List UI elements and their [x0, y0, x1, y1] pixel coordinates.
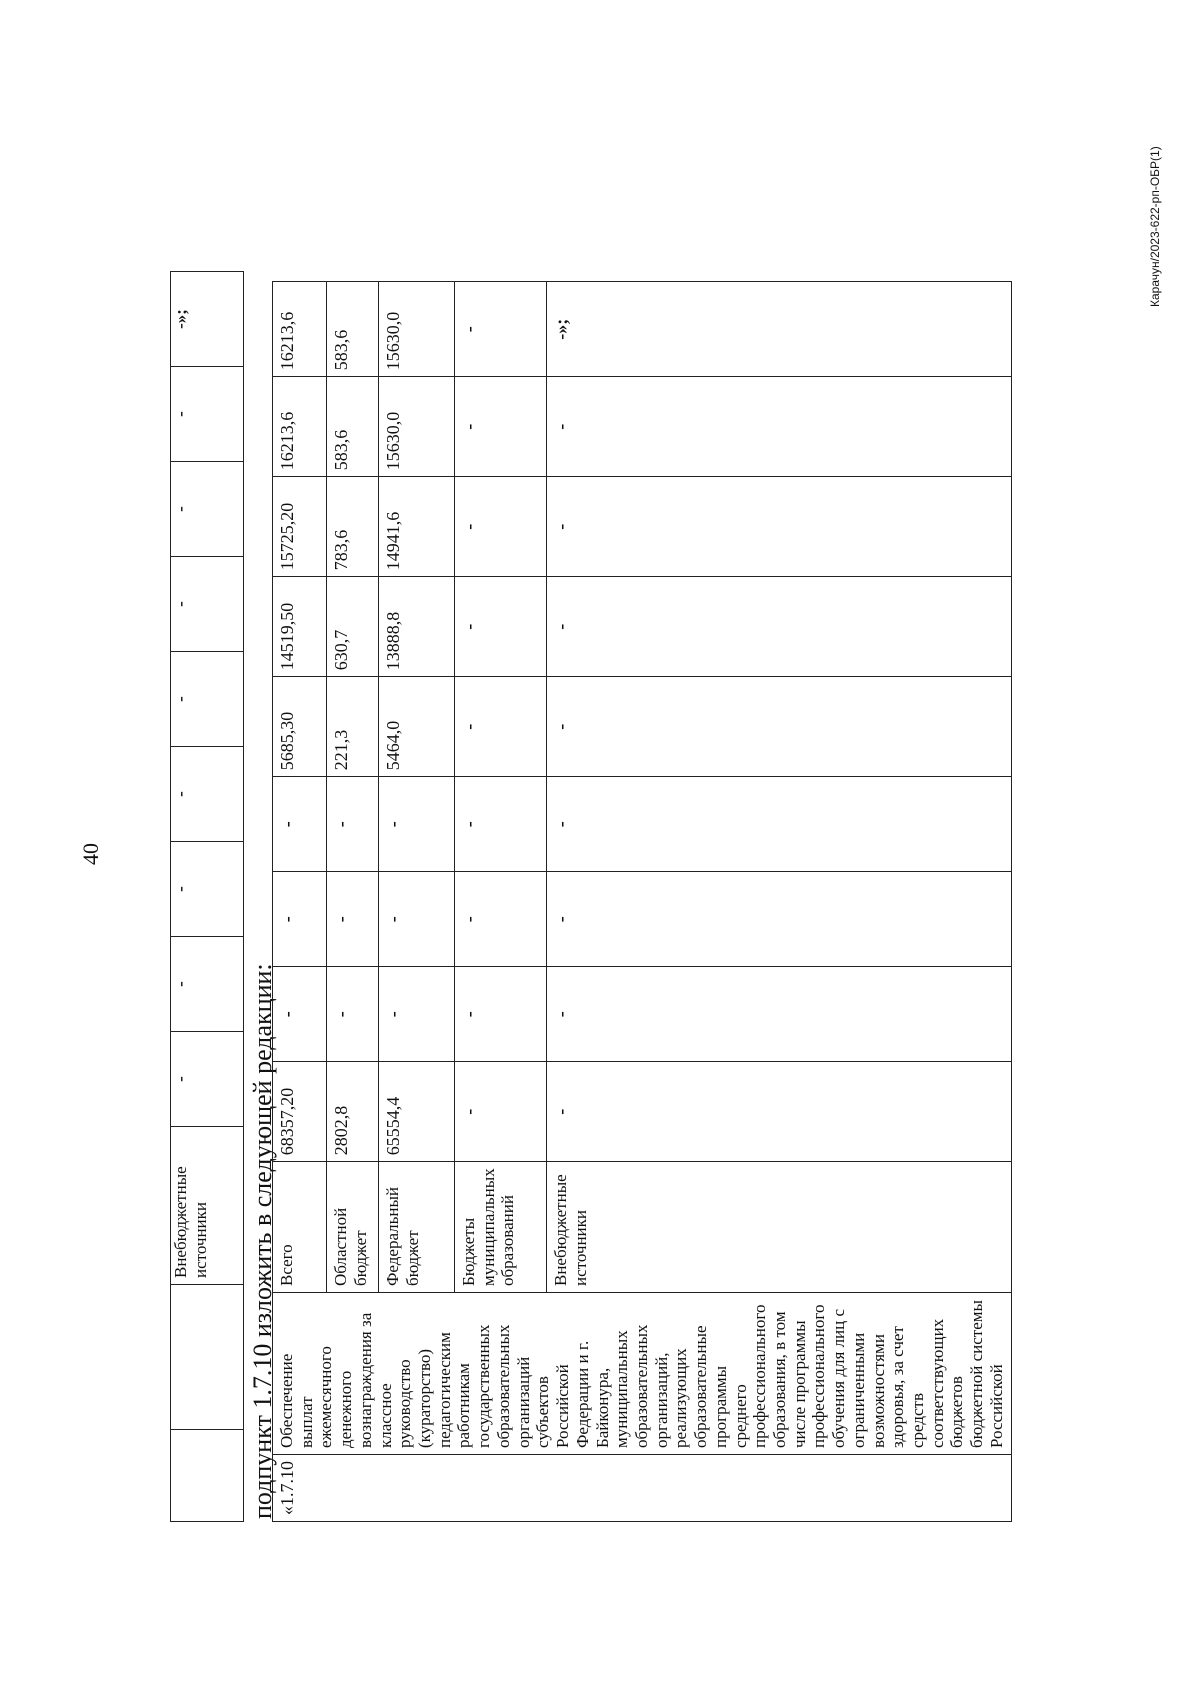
- prev-description-cell: [171, 1285, 244, 1430]
- value-cell: -: [455, 677, 547, 777]
- value-cell: -: [455, 1062, 547, 1162]
- value-cell: -: [546, 577, 1011, 677]
- value-cell: 65554,4: [379, 1062, 455, 1162]
- value-cell: 16213,6: [273, 282, 327, 377]
- item-description: Обеспечение выплат ежемесячного денежного вознаграждения за классное руководство (кураторство) педагогическим работникам государственных образовательных организаций субъектов Российской Федерации и г. Байконура, муниципальных образовательных организаций, реализующих образовательные программы среднего профессионального образования, в том числе программы профессионального обучения для лиц с ограниченными возможностями здоровья, за счет средств соответствующих бюджетов бюджетной системы Российской: [273, 1293, 1012, 1455]
- value-cell: -»;: [546, 282, 1011, 377]
- prev-value-cell: -: [171, 1032, 244, 1127]
- budget-table: [272, 281, 1012, 1522]
- section-heading: подпункт 1.7.10 изложить в следующей редакции:: [248, 963, 277, 1519]
- value-cell: 5685,30: [273, 677, 327, 777]
- value-cell: 2802,8: [327, 1062, 379, 1162]
- value-cell: -: [455, 377, 547, 477]
- value-cell: -: [455, 872, 547, 967]
- value-cell: -: [546, 477, 1011, 577]
- value-cell: 5464,0: [379, 677, 455, 777]
- value-cell: -: [379, 967, 455, 1062]
- value-cell: 15630,0: [379, 282, 455, 377]
- prev-value-cell: -: [171, 842, 244, 937]
- previous-table-row: [170, 271, 244, 1522]
- value-cell: 15630,0: [379, 377, 455, 477]
- value-cell: 583,6: [327, 282, 379, 377]
- value-cell: -: [327, 777, 379, 872]
- value-cell: 221,3: [327, 677, 379, 777]
- source-cell: Федеральный бюджет: [379, 1162, 455, 1293]
- value-cell: -: [379, 777, 455, 872]
- source-cell: Всего: [273, 1162, 327, 1293]
- value-cell: 630,7: [327, 577, 379, 677]
- value-cell: -: [546, 677, 1011, 777]
- value-cell: 783,6: [327, 477, 379, 577]
- value-cell: -: [546, 1062, 1011, 1162]
- page-number: 40: [78, 843, 103, 865]
- prev-value-cell: -: [171, 462, 244, 557]
- prev-value-cell: -: [171, 937, 244, 1032]
- value-cell: -: [273, 777, 327, 872]
- source-cell: Областной бюджет: [327, 1162, 379, 1293]
- item-code: «1.7.10: [273, 1455, 1012, 1522]
- value-cell: -: [455, 477, 547, 577]
- value-cell: 16213,6: [273, 377, 327, 477]
- prev-value-cell: -: [171, 367, 244, 462]
- value-cell: -: [379, 872, 455, 967]
- value-cell: 583,6: [327, 377, 379, 477]
- value-cell: -: [273, 872, 327, 967]
- value-cell: -: [546, 777, 1011, 872]
- value-cell: -: [455, 282, 547, 377]
- value-cell: -: [546, 967, 1011, 1062]
- value-cell: -: [455, 967, 547, 1062]
- prev-value-cell: -: [171, 747, 244, 842]
- prev-value-cell: -: [171, 652, 244, 747]
- value-cell: -: [546, 377, 1011, 477]
- value-cell: -: [327, 872, 379, 967]
- prev-code-cell: [171, 1430, 244, 1522]
- table-row: [273, 282, 327, 1522]
- source-cell: Бюджеты муниципальных образований: [455, 1162, 547, 1293]
- value-cell: -: [273, 967, 327, 1062]
- value-cell: 14941,6: [379, 477, 455, 577]
- document-code: Карачун/2023-622-рп-ОБР(1): [1148, 146, 1162, 307]
- value-cell: 68357,20: [273, 1062, 327, 1162]
- value-cell: -: [455, 777, 547, 872]
- value-cell: 14519,50: [273, 577, 327, 677]
- source-cell: Внебюджетные источники: [546, 1162, 1011, 1293]
- value-cell: -: [546, 872, 1011, 967]
- prev-value-cell: -»;: [171, 272, 244, 367]
- value-cell: -: [455, 577, 547, 677]
- value-cell: 15725,20: [273, 477, 327, 577]
- prev-source-cell: Внебюджетные источники: [171, 1127, 244, 1285]
- value-cell: -: [327, 967, 379, 1062]
- value-cell: 13888,8: [379, 577, 455, 677]
- prev-value-cell: -: [171, 557, 244, 652]
